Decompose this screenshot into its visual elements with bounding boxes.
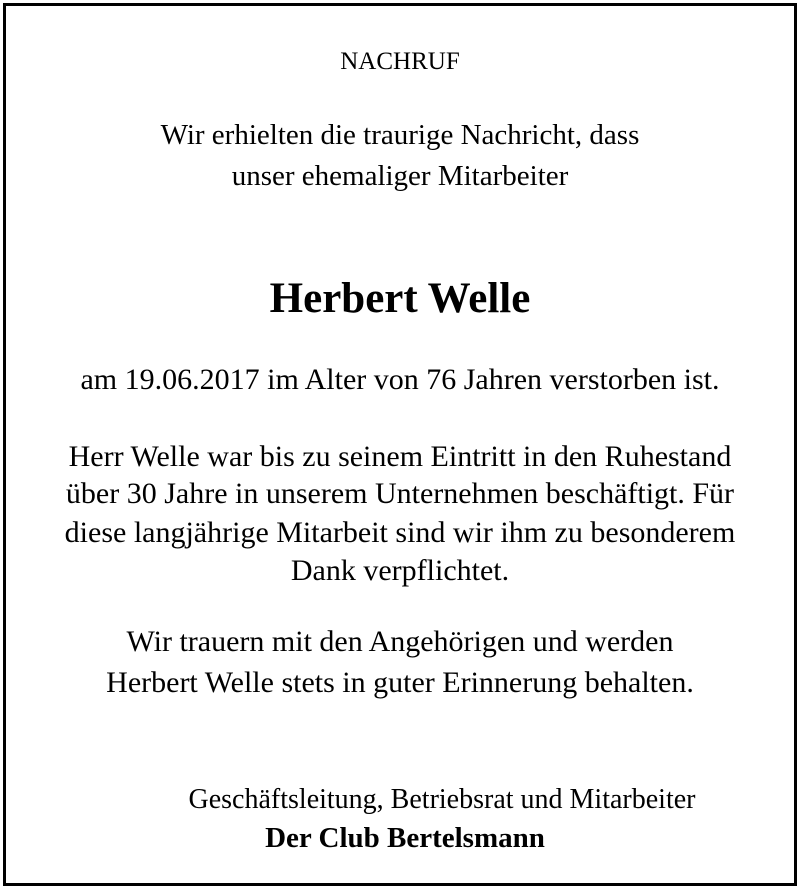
body-line-4: Dank verpflichtet. xyxy=(290,554,510,587)
deceased-name: Herbert Welle xyxy=(269,275,531,322)
mourning-line-1: Wir trauern mit den Angehörigen und werden xyxy=(126,625,674,658)
intro-line-1: Wir erhielten die traurige Nachricht, dass xyxy=(160,119,640,151)
body-line-2: über 30 Jahre in unserem Unternehmen beschäftigt. Für xyxy=(65,477,735,510)
signature-line-2: Der Club Bertelsmann xyxy=(265,822,545,854)
intro-line-2: unser ehemaliger Mitarbeiter xyxy=(231,160,569,192)
signature-line-1: Geschäftsleitung, Betriebsrat und Mitarbeiter xyxy=(188,784,696,815)
body-line-3: diese langjährige Mitarbeit sind wir ihm zu besonderem xyxy=(64,516,736,549)
mourning-line-2: Herbert Welle stets in guter Erinnerung behalten. xyxy=(106,666,694,699)
obituary-frame xyxy=(3,3,797,886)
date-line: am 19.06.2017 im Alter von 76 Jahren verstorben ist. xyxy=(80,363,720,396)
notice-title: NACHRUF xyxy=(340,48,460,75)
body-line-1: Herr Welle war bis zu seinem Eintritt in den Ruhestand xyxy=(68,440,732,473)
